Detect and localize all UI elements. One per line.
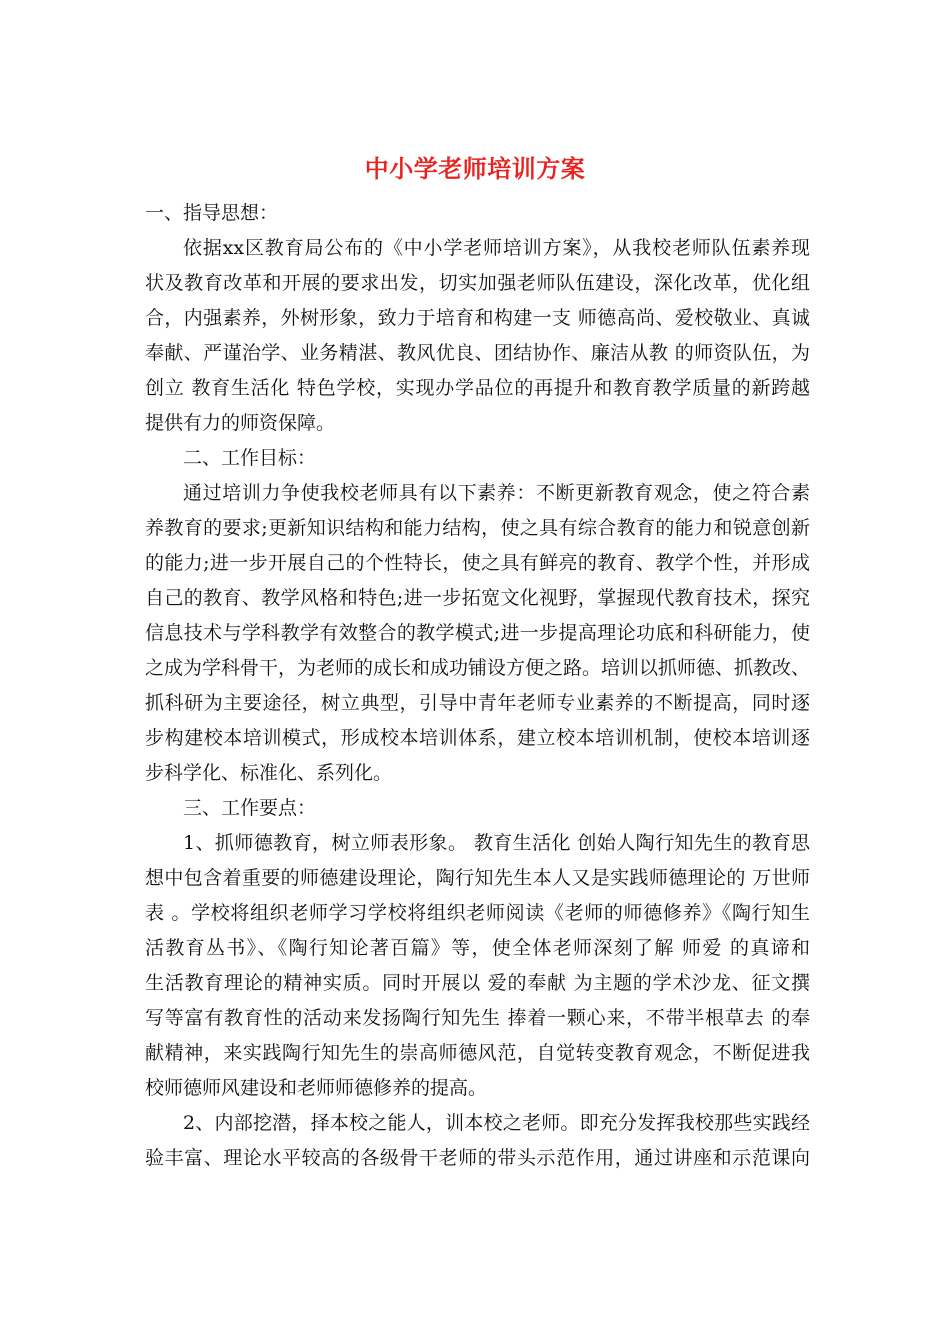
text-line: 一、指导思想： <box>145 202 279 224</box>
text-line: 提供有力的师资保障。 <box>145 412 336 434</box>
text-line: 依据xx区教育局公布的《中小学老师培训方案》，从我校老师队伍素养现 <box>183 237 810 259</box>
text-line: 2、内部挖潜，择本校之能人，训本校之老师。即充分发挥我校那些实践经 <box>183 1112 810 1134</box>
text-line: 状及教育改革和开展的要求出发，切实加强老师队伍建设，深化改革，优化组 <box>145 272 810 294</box>
text-line: 校师德师风建设和老师师德修养的提高。 <box>145 1077 488 1099</box>
text-line: 三、工作要点： <box>183 797 317 819</box>
text-line: 写等富有教育性的活动来发扬陶行知先生 捧着一颗心来，不带半根草去 的奉 <box>145 1007 810 1029</box>
text-line: 自己的教育、教学风格和特色;进一步拓宽文化视野，掌握现代教育技术，探究 <box>145 587 810 609</box>
text-line: 生活教育理论的精神实质。同时开展以 爱的奉献 为主题的学术沙龙、征文撰 <box>145 972 810 994</box>
text-line: 表 。学校将组织老师学习学校将组织老师阅读《老师的师德修养》《陶行知生 <box>145 902 810 924</box>
text-line: 合，内强素养，外树形象，致力于培育和构建一支 师德高尚、爱校敬业、真诚 <box>145 307 810 329</box>
text-line: 创立 教育生活化 特色学校，实现办学品位的再提升和教育教学质量的新跨越 <box>145 377 810 399</box>
text-line: 的能力;进一步开展自己的个性特长，使之具有鲜亮的教育、教学个性，并形成 <box>145 552 810 574</box>
document-title: 中小学老师培训方案 <box>364 154 586 183</box>
text-line: 1、抓师德教育，树立师表形象。 教育生活化 创始人陶行知先生的教育思 <box>183 832 810 854</box>
text-line: 抓科研为主要途径，树立典型，引导中青年老师专业素养的不断提高，同时逐 <box>145 692 810 714</box>
text-line: 验丰富、理论水平较高的各级骨干老师的带头示范作用，通过讲座和示范课向 <box>145 1147 810 1169</box>
text-line: 想中包含着重要的师德建设理论，陶行知先生本人又是实践师德理论的 万世师 <box>145 867 810 889</box>
text-line: 养教育的要求;更新知识结构和能力结构，使之具有综合教育的能力和锐意创新 <box>145 517 810 539</box>
text-line: 通过培训力争使我校老师具有以下素养：不断更新教育观念，使之符合素 <box>183 482 810 504</box>
text-line: 二、工作目标： <box>183 447 317 469</box>
text-line: 献精神，来实践陶行知先生的崇高师德风范，自觉转变教育观念，不断促进我 <box>145 1042 810 1064</box>
text-line: 信息技术与学科教学有效整合的教学模式;进一步提高理论功底和科研能力，使 <box>145 622 810 644</box>
text-line: 步科学化、标准化、系列化。 <box>145 762 393 784</box>
text-line: 奉献、严谨治学、业务精湛、教风优良、团结协作、廉洁从教 的师资队伍，为 <box>145 342 810 364</box>
text-line: 活教育丛书》、《陶行知论著百篇》等，使全体老师深刻了解 师爱 的真谛和 <box>145 937 810 959</box>
text-line: 之成为学科骨干，为老师的成长和成功铺设方便之路。培训以抓师德、抓教改、 <box>145 657 810 679</box>
document-body <box>145 196 810 1176</box>
text-line: 步构建校本培训模式，形成校本培训体系，建立校本培训机制，使校本培训逐 <box>145 727 810 749</box>
